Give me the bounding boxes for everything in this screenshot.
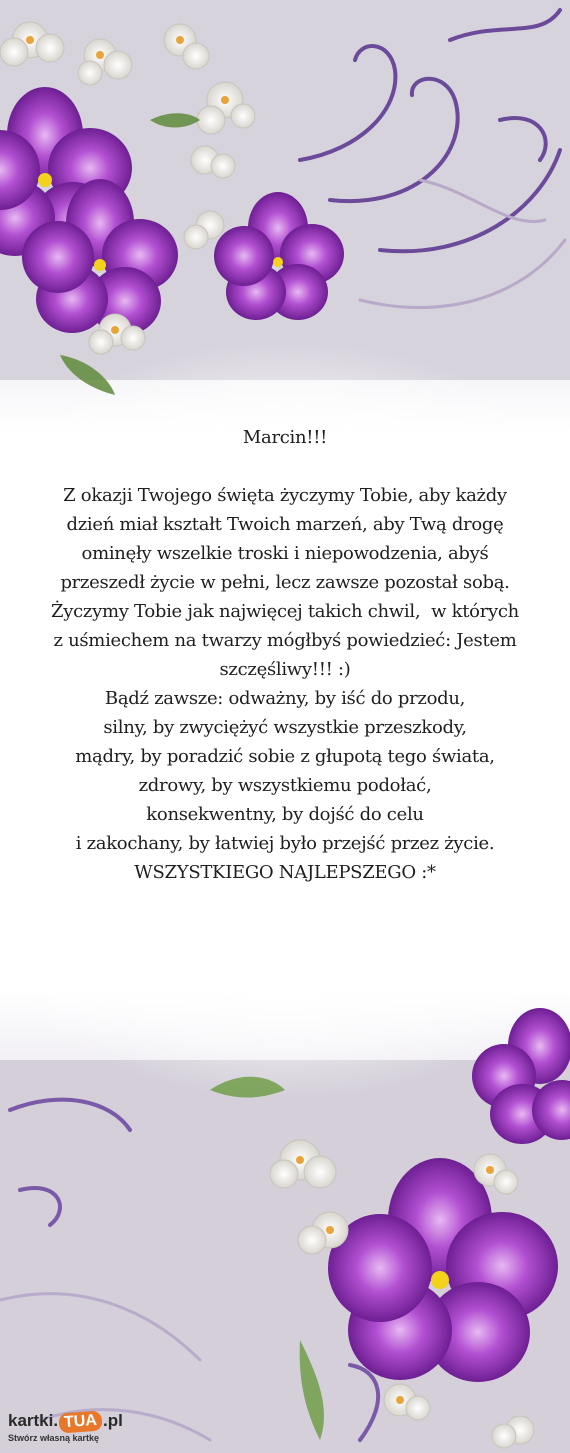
greeting-line: przeszedł życie w pełni, lecz zawsze pozostał sobą. (60, 572, 510, 593)
greeting-line: silny, by zwyciężyć wszystkie przeszkody, (103, 717, 467, 738)
greeting-line: konsekwentny, by dojść do celu (146, 804, 424, 825)
greeting-line: z uśmiechem na twarzy mógłbyś powiedzieć: Jestem (53, 630, 517, 651)
greeting-message (0, 423, 570, 887)
greeting-line: Bądź zawsze: odważny, by iść do przodu, (104, 688, 466, 709)
logo-prefix: kartki. (8, 1411, 59, 1430)
greeting-line: dzień miał kształt Twoich marzeń, aby Twą drogę (66, 514, 504, 535)
logo-tagline: Stwórz własną kartkę (8, 1433, 100, 1443)
logo-wordmark (8, 1411, 123, 1432)
greeting-line: i zakochany, by łatwiej było przejść przez życie. (75, 833, 495, 854)
logo-badge: TUA (58, 1411, 102, 1434)
greeting-line-closing: WSZYSTKIEGO NAJLEPSZEGO :* (134, 862, 436, 883)
greeting-line-name: Marcin!!! (242, 427, 328, 448)
kartki-logo-link[interactable] (8, 1411, 158, 1451)
greeting-line: szczęśliwy!!! :) (219, 659, 351, 680)
greeting-line: Z okazji Twojego święta życzymy Tobie, aby każdy (63, 485, 507, 506)
greeting-gap (0, 452, 570, 481)
logo-suffix: .pl (102, 1411, 123, 1430)
greeting-line: ominęły wszelkie troski i niepowodzenia, abyś (81, 543, 489, 564)
greeting-line: Życzymy Tobie jak najwięcej takich chwil, w których (51, 601, 519, 622)
greeting-line: mądry, by poradzić sobie z głupotą tego świata, (75, 746, 495, 767)
greeting-line: zdrowy, by wszystkiemu podołać, (138, 775, 432, 796)
